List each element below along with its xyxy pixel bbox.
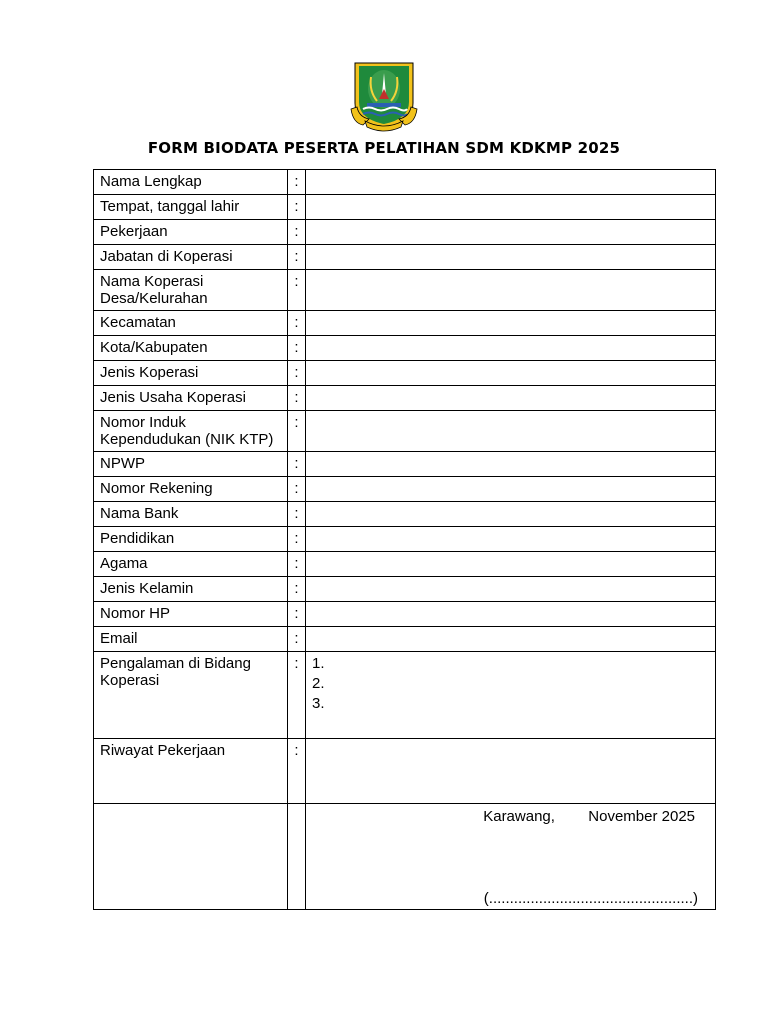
form-row: [94, 502, 716, 527]
field-value-input[interactable]: [306, 195, 716, 220]
form-row: [94, 411, 716, 452]
form-row: [94, 627, 716, 652]
field-value-input[interactable]: [306, 652, 716, 739]
form-row: [94, 311, 716, 336]
field-label: Nomor HP: [94, 602, 288, 627]
form-row: [94, 652, 716, 739]
field-separator: :: [288, 245, 306, 270]
form-row: [94, 270, 716, 311]
field-label: Agama: [94, 552, 288, 577]
field-value-input[interactable]: [306, 361, 716, 386]
field-label: Kota/Kabupaten: [94, 336, 288, 361]
field-separator: :: [288, 411, 306, 452]
field-separator: :: [288, 336, 306, 361]
field-value-input[interactable]: [306, 270, 716, 311]
field-label: Pendidikan: [94, 527, 288, 552]
field-separator: :: [288, 311, 306, 336]
field-value-input[interactable]: [306, 502, 716, 527]
field-value-input[interactable]: [306, 245, 716, 270]
field-separator: :: [288, 386, 306, 411]
field-value-input[interactable]: [306, 386, 716, 411]
field-label: Kecamatan: [94, 311, 288, 336]
field-value-input[interactable]: [306, 170, 716, 195]
form-row: [94, 527, 716, 552]
field-value-input[interactable]: [306, 336, 716, 361]
form-row: [94, 552, 716, 577]
field-label: Nama Koperasi Desa/Kelurahan: [94, 270, 288, 311]
field-separator: :: [288, 739, 306, 804]
field-separator: :: [288, 477, 306, 502]
form-row: [94, 195, 716, 220]
field-label: Jenis Koperasi: [94, 361, 288, 386]
field-value-input[interactable]: [306, 477, 716, 502]
biodata-form-table: [93, 169, 716, 910]
list-item: 3.: [312, 695, 325, 712]
empty-cell: [94, 804, 288, 910]
field-value-input[interactable]: [306, 739, 716, 804]
field-separator: :: [288, 502, 306, 527]
list-item: 2.: [312, 675, 325, 692]
field-separator: :: [288, 361, 306, 386]
signature-cell: [306, 804, 716, 910]
form-row: [94, 245, 716, 270]
field-value-input[interactable]: [306, 220, 716, 245]
empty-cell: [288, 804, 306, 910]
field-separator: :: [288, 527, 306, 552]
signature-row: [94, 804, 716, 910]
form-row: [94, 452, 716, 477]
experience-list: [312, 655, 709, 715]
form-row: [94, 577, 716, 602]
form-row: [94, 477, 716, 502]
field-label: Pengalaman di Bidang Koperasi: [94, 652, 288, 739]
field-separator: :: [288, 452, 306, 477]
form-row: [94, 170, 716, 195]
field-separator: :: [288, 552, 306, 577]
field-label: Jenis Usaha Koperasi: [94, 386, 288, 411]
field-value-input[interactable]: [306, 311, 716, 336]
form-title: FORM BIODATA PESERTA PELATIHAN SDM KDKMP 2025: [147, 139, 621, 157]
field-label: Jenis Kelamin: [94, 577, 288, 602]
field-value-input[interactable]: [306, 627, 716, 652]
field-separator: :: [288, 652, 306, 739]
form-row: [94, 602, 716, 627]
field-label: Nomor Rekening: [94, 477, 288, 502]
field-label: Nama Bank: [94, 502, 288, 527]
field-label: Tempat, tanggal lahir: [94, 195, 288, 220]
field-value-input[interactable]: [306, 552, 716, 577]
field-label: Nama Lengkap: [94, 170, 288, 195]
field-label: Riwayat Pekerjaan: [94, 739, 288, 804]
form-row: [94, 220, 716, 245]
field-label: Pekerjaan: [94, 220, 288, 245]
field-separator: :: [288, 170, 306, 195]
field-label: NPWP: [94, 452, 288, 477]
field-separator: :: [288, 270, 306, 311]
field-separator: :: [288, 602, 306, 627]
field-value-input[interactable]: [306, 452, 716, 477]
list-item: 1.: [312, 655, 325, 672]
field-separator: :: [288, 220, 306, 245]
field-separator: :: [288, 195, 306, 220]
form-row: [94, 739, 716, 804]
field-value-input[interactable]: [306, 527, 716, 552]
field-separator: :: [288, 627, 306, 652]
place-date: Karawang, November 2025: [483, 808, 695, 825]
signature-name-line[interactable]: (.................................................): [483, 890, 698, 907]
field-label: Email: [94, 627, 288, 652]
jawa-barat-emblem-logo: [349, 59, 419, 135]
field-value-input[interactable]: [306, 411, 716, 452]
form-row: [94, 336, 716, 361]
field-label: Nomor Induk Kependudukan (NIK KTP): [94, 411, 288, 452]
field-value-input[interactable]: [306, 577, 716, 602]
form-row: [94, 386, 716, 411]
field-label: Jabatan di Koperasi: [94, 245, 288, 270]
field-value-input[interactable]: [306, 602, 716, 627]
form-row: [94, 361, 716, 386]
field-separator: :: [288, 577, 306, 602]
